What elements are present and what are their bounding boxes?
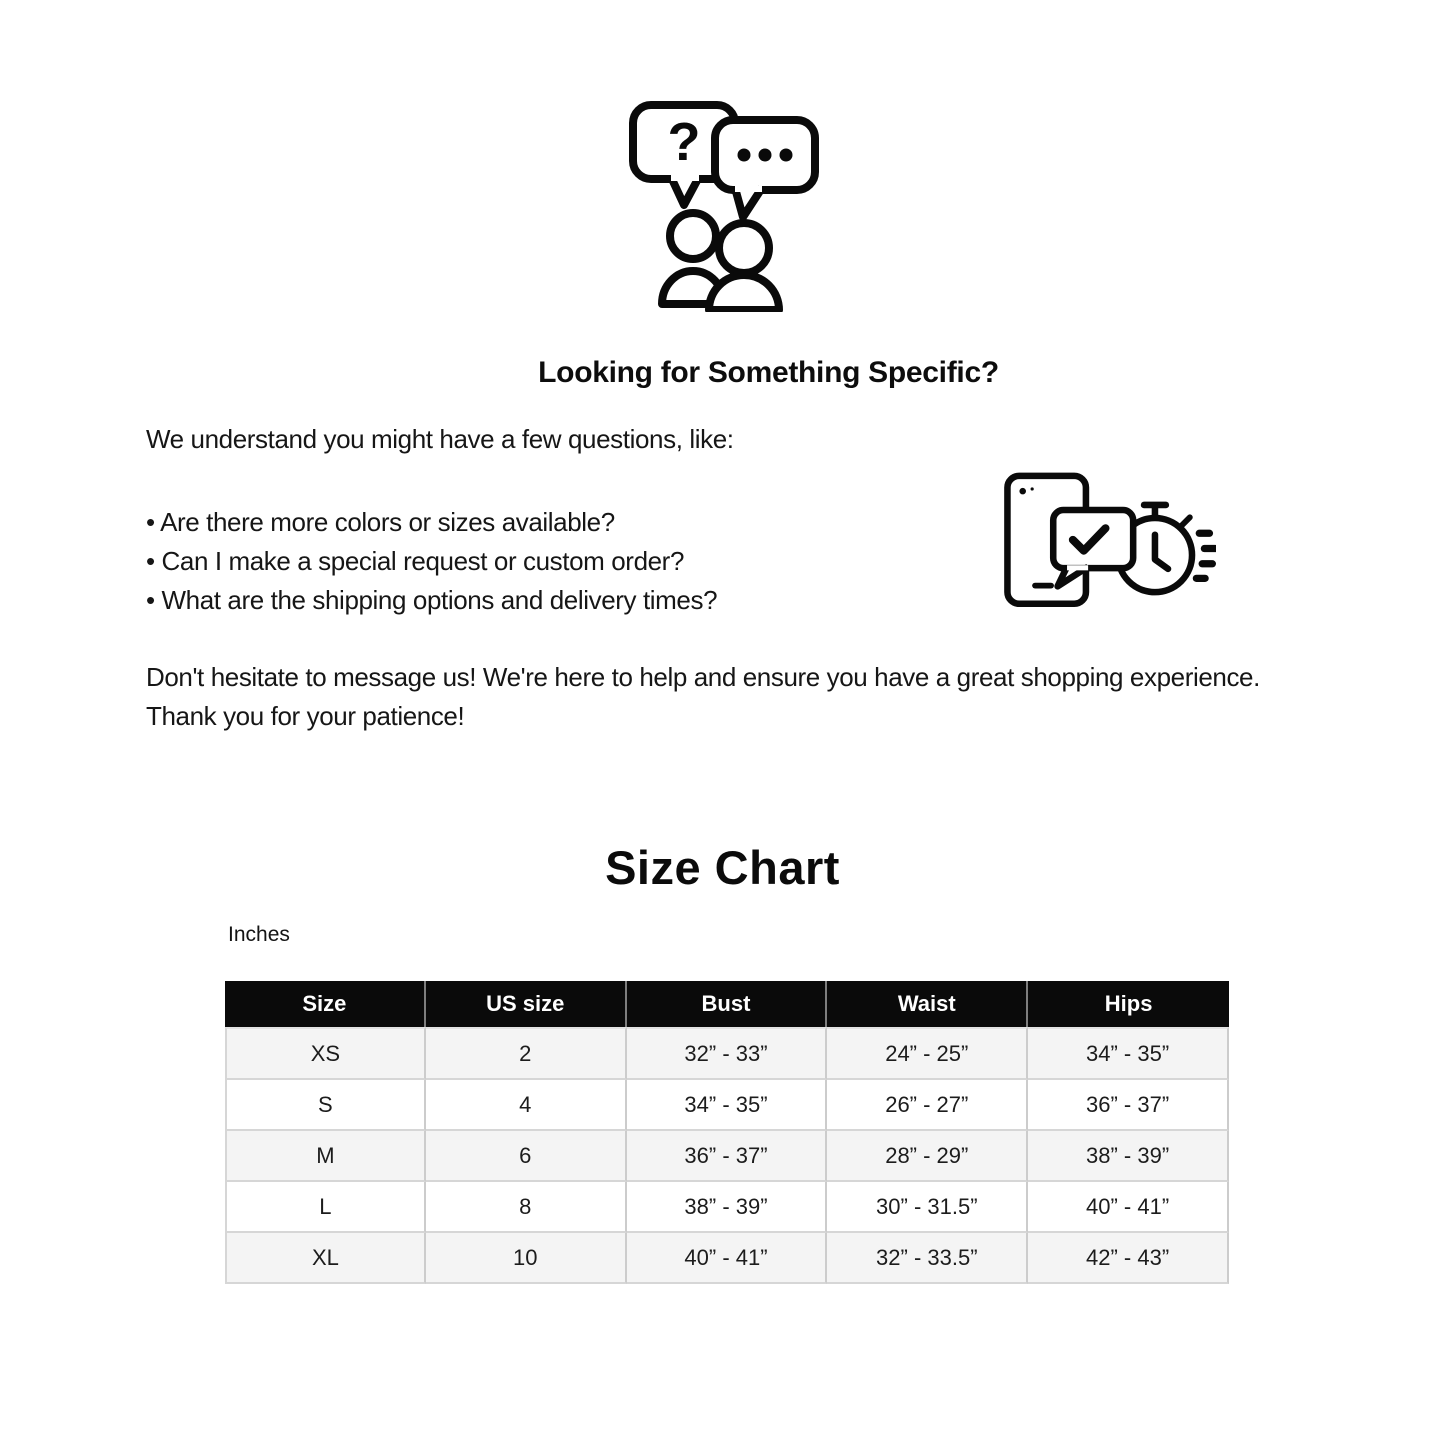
intro-text: We understand you might have a few questions, like: (146, 424, 734, 454)
cell-bust: 40” - 41” (627, 1233, 828, 1284)
cell-waist: 26” - 27” (827, 1080, 1028, 1131)
chat-people-icon (625, 98, 821, 312)
cell-us-size: 10 (426, 1233, 627, 1284)
size-chart-table (225, 981, 1229, 1284)
column-header-bust: Bust (627, 981, 828, 1027)
table-row-xl (225, 1233, 1229, 1284)
cell-size: M (225, 1131, 426, 1182)
cell-waist: 30” - 31.5” (827, 1182, 1028, 1233)
cell-waist: 32” - 33.5” (827, 1233, 1028, 1284)
cell-hips: 38” - 39” (1028, 1131, 1229, 1182)
table-row-m (225, 1131, 1229, 1182)
closing-text: Don't hesitate to message us! We're here to help and ensure you have a great shopping experience. Thank you for your patience! (146, 662, 1260, 731)
cell-hips: 40” - 41” (1028, 1182, 1229, 1233)
cell-hips: 42” - 43” (1028, 1233, 1229, 1284)
cell-waist: 28” - 29” (827, 1131, 1028, 1182)
cell-us-size: 6 (426, 1131, 627, 1182)
question-item: • Can I make a special request or custom order? (146, 546, 685, 576)
question-list (146, 503, 717, 620)
table-row-l (225, 1182, 1229, 1233)
cell-us-size: 8 (426, 1182, 627, 1233)
help-heading: Looking for Something Specific? (538, 356, 999, 389)
cell-size: S (225, 1080, 426, 1131)
size-chart-title: Size Chart (605, 841, 840, 894)
table-row-s (225, 1080, 1229, 1131)
unit-label: Inches (228, 923, 290, 946)
cell-bust: 32” - 33” (627, 1027, 828, 1080)
cell-waist: 24” - 25” (827, 1027, 1028, 1080)
cell-us-size: 4 (426, 1080, 627, 1131)
cell-size: XL (225, 1233, 426, 1284)
cell-bust: 38” - 39” (627, 1182, 828, 1233)
fast-message-reply-icon (998, 466, 1216, 618)
cell-bust: 34” - 35” (627, 1080, 828, 1131)
size-table-header-row (225, 981, 1229, 1027)
question-item: • Are there more colors or sizes available? (146, 507, 615, 537)
cell-bust: 36” - 37” (627, 1131, 828, 1182)
cell-size: L (225, 1182, 426, 1233)
svg-text:?: ? (667, 112, 700, 172)
question-item: • What are the shipping options and delivery times? (146, 585, 718, 615)
column-header-waist: Waist (827, 981, 1028, 1027)
column-header-us-size: US size (426, 981, 627, 1027)
cell-hips: 34” - 35” (1028, 1027, 1229, 1080)
cell-size: XS (225, 1027, 426, 1080)
table-row-xs (225, 1027, 1229, 1080)
cell-us-size: 2 (426, 1027, 627, 1080)
column-header-size: Size (225, 981, 426, 1027)
cell-hips: 36” - 37” (1028, 1080, 1229, 1131)
column-header-hips: Hips (1028, 981, 1229, 1027)
